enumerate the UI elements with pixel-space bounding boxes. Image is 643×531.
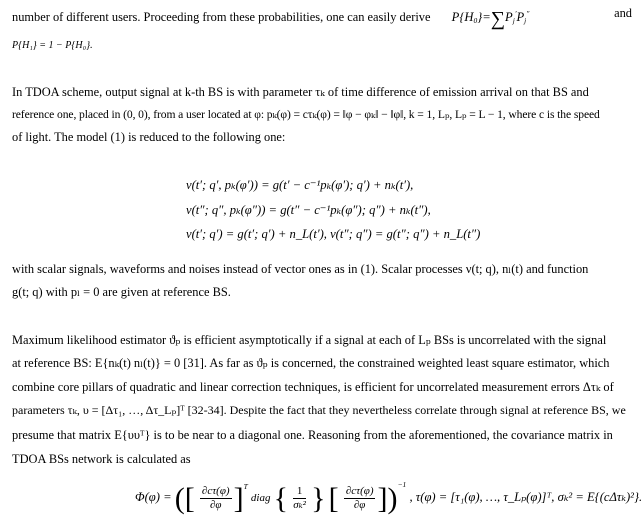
paragraph-3-line-2: g(t; q) with pₗ = 0 are given at reference BS. [12, 285, 231, 299]
p1-inline-equation: $P\{H_0\}=\sum P_j'P_j''$ [451, 8, 530, 30]
p1-text: number of different users. Proceeding from these probabilities, one can easily derive [12, 10, 431, 24]
diag-text: diag [250, 492, 271, 504]
paragraph-2-line-2: reference one, placed in (0, 0), from a user located at φ: pₖ(φ) = cτₖ(φ) = ‖φ − φₖ‖ − ‖φ‖, k = 1, Lₚ, Lₚ = L − 1, where c is the speed [12, 108, 600, 121]
frac-one: 1 [293, 485, 306, 499]
bracket-close-outer: ) [387, 482, 398, 515]
p1-probability-eq: P{H₁} = 1 − P{H₀}. [12, 40, 93, 51]
covariance-equation: Φ(φ) = ([ $\frac{\partial c\tau(\varphi)}{\partial\varphi}$ ]$^T$ diag { $\frac{1}{\text{σₖ²}}$ } [ $\frac{\partial c\tau(\varphi)}{\partial\varphi}$ ])$^{-1}$ , τ(φ) = [τ₁(φ), …, τ_Lₚ(φ)]ᵀ, σₖ² = E{(cΔτₖ)²}. [135, 480, 643, 515]
frac-sigma: σₖ² [293, 498, 306, 511]
curly-open: { [273, 482, 289, 515]
frac2-num: ∂cτ(φ) [345, 484, 374, 497]
p1-and: and [614, 6, 632, 20]
paragraph-2-line-1: In TDOA scheme, output signal at k-th BS is with parameter τₖ of time difference of emission arrival on that BS and [12, 85, 589, 99]
curly-close: } [311, 482, 326, 515]
frac1-den: ∂φ [209, 498, 222, 511]
derivative-fraction-2 [344, 485, 376, 512]
covariance-lhs: Φ(φ) = [135, 490, 172, 504]
bracket-open-inner: [ [184, 482, 195, 515]
equation-2: ν(t″; q″, pₖ(φ″)) = g(t″ − c⁻¹pₖ(φ″); q″) + nₖ(t″), [186, 203, 431, 217]
bracket-open-outer: ( [174, 482, 185, 515]
paragraph-4-line-1: Maximum likelihood estimator ϑₚ is efficient asymptotically if a signal at each of Lₚ BSs is uncorrelated with the signal [12, 333, 607, 347]
paragraph-4-line-4: parameters τₖ, υ = [Δτ₁, …, Δτ_Lₚ]ᵀ [32-34]. Despite the fact that they nevertheless correlate through signal at reference BS, we [12, 403, 626, 417]
paragraph-4-line-5: presume that matrix E{υυᵀ} is to be near to a diagonal one. Reasoning from the aforementioned, the covariance matrix in [12, 428, 613, 442]
inverse-sigma-fraction [293, 485, 306, 512]
frac1-num: ∂cτ(φ) [201, 484, 230, 497]
derivative-fraction-1 [200, 485, 232, 512]
paragraph-1-line-2 [12, 37, 632, 53]
paragraph-2-line-3: of light. The model (1) is reduced to the following one: [12, 130, 286, 144]
frac2-den: ∂φ [353, 498, 366, 511]
equation-3: ν(t′; q′) = g(t′; q′) + n_L(t′), ν(t″; q″) = g(t″; q″) + n_L(t″) [186, 227, 481, 241]
bracket-open-2: [ [328, 482, 339, 515]
paragraph-4-line-2: at reference BS: E{nₖ(t) nₗ(t)} = 0 [31]. As far as ϑₚ is concerned, the constrained weighted least square estimator, which [12, 356, 610, 370]
equation-1: ν(t′; q′, pₖ(φ′)) = g(t′ − c⁻¹pₖ(φ′); q′) + nₖ(t′), [186, 178, 414, 192]
paragraph-3-line-1: with scalar signals, waveforms and noises instead of vector ones as in (1). Scalar processes ν(t; q), nₗ(t) and function [12, 262, 589, 276]
paragraph-1-line-1 [12, 6, 632, 28]
paragraph-4-line-3: combine core pillars of quadratic and linear correction techniques, is efficient for uncorrelated measurement errors Δτₖ of [12, 380, 614, 394]
bracket-close-1: ] [233, 482, 244, 515]
bracket-close-2: ] [377, 482, 388, 515]
covariance-tail: , τ(φ) = [τ₁(φ), …, τ_Lₚ(φ)]ᵀ, σₖ² = E{(cΔτₖ)²}. [409, 490, 643, 504]
paragraph-4-line-6: TDOA BSs network is calculated as [12, 452, 191, 466]
